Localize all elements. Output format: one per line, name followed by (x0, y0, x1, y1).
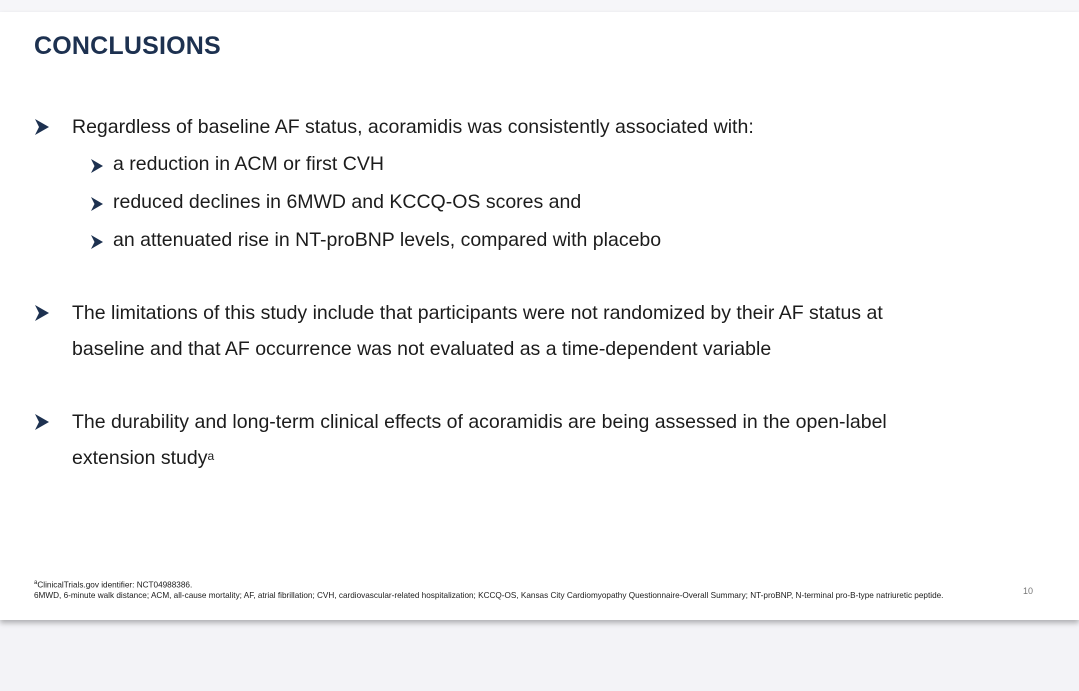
chevron-right-icon (90, 158, 104, 174)
slide (0, 12, 1079, 620)
chevron-right-icon (34, 118, 50, 136)
footnote-line-1-text: ClinicalTrials.gov identifier: NCT04988386. (37, 580, 193, 590)
bullet-2-line-2: baseline and that AF occurrence was not evaluated as a time-dependent variable (72, 337, 772, 360)
sub-bullet-2-text: reduced declines in 6MWD and KCCQ-OS scores and (113, 191, 582, 213)
chevron-right-icon (34, 413, 50, 431)
footnote-line-1 (34, 578, 1014, 591)
footnote-marker: a (207, 448, 215, 463)
slide-title: CONCLUSIONS (34, 32, 221, 60)
bullet-1-text: Regardless of baseline AF status, acoramidis was consistently associated with: (72, 116, 754, 138)
sub-bullet-1-text: a reduction in ACM or first CVH (113, 153, 384, 175)
footnote-line-1-marker: a (34, 580, 38, 586)
chevron-right-icon (90, 234, 104, 250)
bullet-3-line-1: The durability and long-term clinical effects of acoramidis are being assessed in the open-label (72, 411, 887, 433)
bullet-3-line-2-text: extension study (72, 446, 208, 469)
page-number: 10 (1023, 586, 1034, 596)
footnotes (34, 578, 1014, 602)
bullet-2-line-1: The limitations of this study include that participants were not randomized by their AF status at (72, 302, 883, 324)
chevron-right-icon (90, 196, 104, 212)
bullet-3-line-2 (72, 441, 214, 477)
sub-bullet-3-text: an attenuated rise in NT-proBNP levels, compared with placebo (113, 229, 662, 251)
chevron-right-icon (34, 304, 50, 322)
footnote-abbreviations: 6MWD, 6-minute walk distance; ACM, all-cause mortality; AF, atrial fibrillation; CVH, cardiovascular-related hospitalization; KCCQ-OS, Kansas City Cardiomyopathy Questionnaire-Overall Summary; NT-proBNP, N-terminal pro-B-type natriuretic peptide. (34, 591, 944, 601)
